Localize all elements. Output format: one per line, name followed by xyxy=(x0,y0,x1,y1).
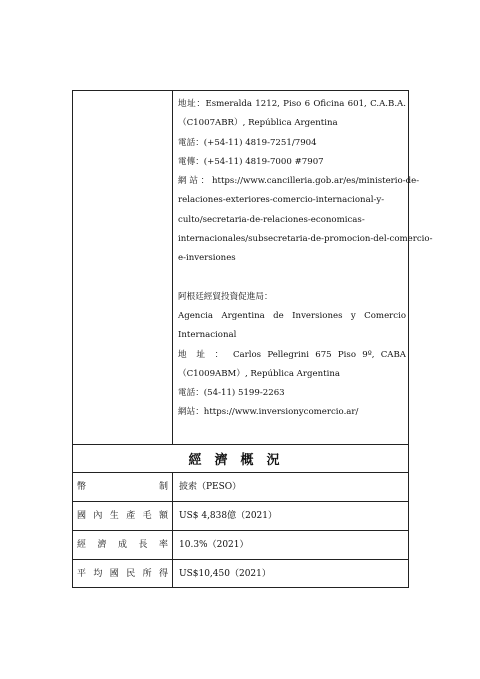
table-row xyxy=(73,473,408,502)
info-table xyxy=(72,90,433,588)
row-label: 經濟成長率 xyxy=(77,540,168,550)
fax-line: 電傳：(+54-11) 4819-7000 #7907 xyxy=(178,156,324,167)
phone-line: 電話：(+54-11) 4819-7251/7904 xyxy=(178,137,317,148)
row-value: US$10,450（2021） xyxy=(179,569,271,579)
agency-phone-line: 電話：(54-11) 5199-2263 xyxy=(178,388,285,399)
website-line: 網 站 ： https://www.cancilleria.gob.ar/es/ministerio-de- xyxy=(178,176,420,187)
row-value: 披索（PESO） xyxy=(179,482,242,492)
website-line-2: relaciones-exteriores-comercio-internacional-y- xyxy=(178,195,385,206)
agency-address-line: 地 址 ： Carlos Pellegrini 675 Piso 9º, CABA xyxy=(178,349,406,360)
website-line-5: e-inversiones xyxy=(178,253,236,264)
website-line-4: internacionales/subsecretaria-de-promocion-del-comercio- xyxy=(178,234,433,245)
table-row xyxy=(73,531,408,560)
address-postcode-line: （C1007ABR）, República Argentina xyxy=(178,118,338,129)
address-line: 地址：Esmeralda 1212, Piso 6 Oficina 601, C.A.B.A. xyxy=(178,99,406,109)
row-value: 10.3%（2021） xyxy=(179,540,249,550)
column-divider xyxy=(172,91,173,444)
agency-title: 阿根廷經貿投資促進局： xyxy=(178,291,273,302)
table-row xyxy=(73,502,408,531)
row-label: 平均國民所得 xyxy=(77,569,168,579)
agency-name-line: Agencia Argentina de Inversiones y Comercio xyxy=(178,310,406,321)
agency-postcode-line: （C1009ABM）, República Argentina xyxy=(178,368,340,379)
website-line-3: culto/secretaria-de-relaciones-economicas- xyxy=(178,214,365,225)
row-value: US$ 4,838億（2021） xyxy=(179,511,278,521)
row-label: 幣制 xyxy=(77,482,168,492)
economy-heading: 經濟概況 xyxy=(73,444,408,473)
agency-name-line-2: Internacional xyxy=(178,330,237,341)
row-label: 國內生產毛額 xyxy=(77,511,168,521)
table-row xyxy=(73,560,408,589)
agency-website-line: 網站：https://www.inversionycomercio.ar/ xyxy=(178,407,359,418)
contact-block xyxy=(178,95,433,423)
